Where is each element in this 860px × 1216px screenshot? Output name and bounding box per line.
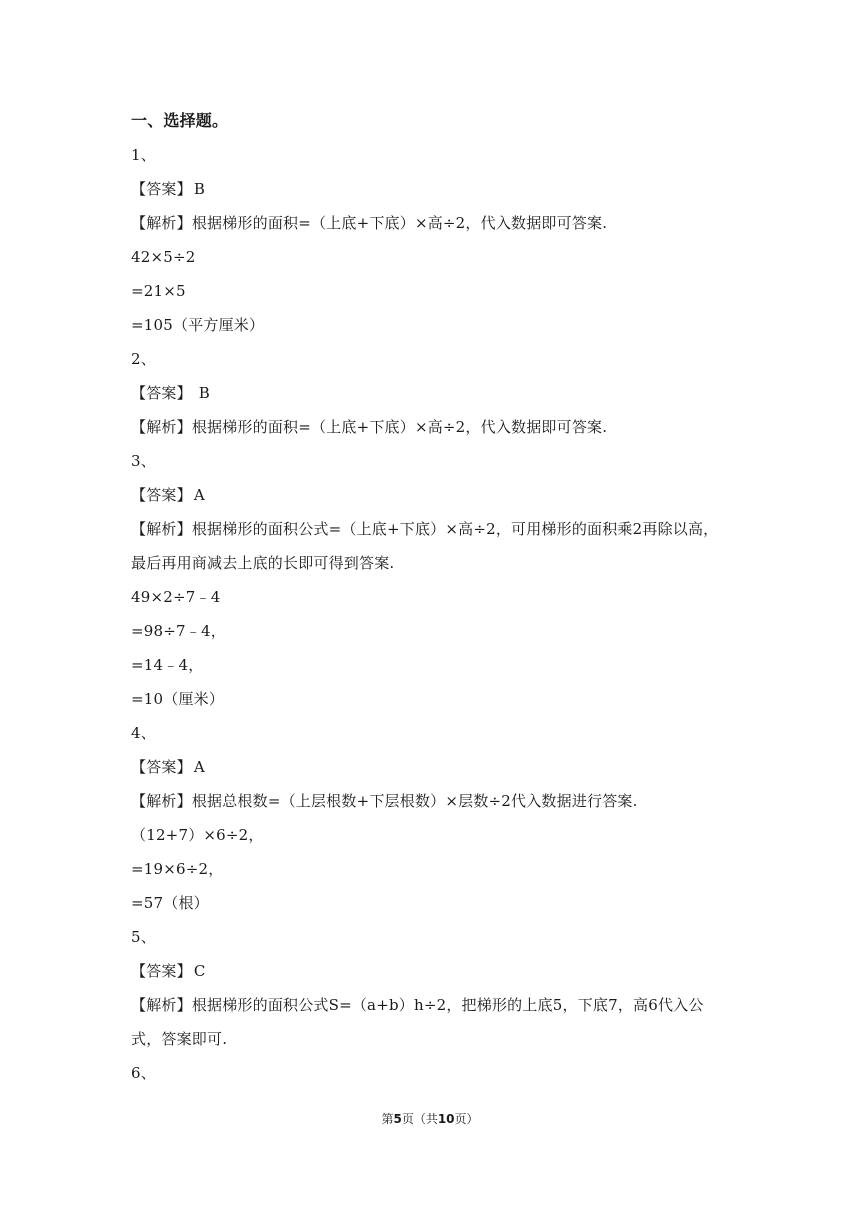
footer-prefix: 第	[381, 1112, 394, 1126]
calc-step: 49×2÷7﹣4	[131, 588, 221, 606]
answer-value: A	[193, 486, 205, 504]
analysis-text: 根据梯形的面积公式=（上底+下底）×高÷2，可用梯形的面积乘2再除以高，最后再用商减去上底的长即可得到答案.	[131, 520, 719, 572]
calc-step: =57（根）	[131, 894, 209, 912]
answer-line	[131, 484, 731, 506]
question-number: 2、	[131, 350, 156, 368]
analysis-label: 【解析】	[131, 214, 192, 232]
question-number: 4、	[131, 724, 156, 742]
answer-content	[131, 110, 731, 1096]
analysis-text: 根据总根数=（上层根数+下层根数）×层数÷2代入数据进行答案.	[191, 792, 638, 810]
footer-mid: 页（共	[401, 1112, 438, 1126]
analysis-line	[131, 790, 731, 812]
answer-line	[131, 178, 731, 200]
question-number: 6、	[131, 1064, 156, 1082]
calc-step: 42×5÷2	[131, 248, 196, 266]
answer-value: B	[193, 384, 211, 402]
analysis-label: 【解析】	[131, 418, 192, 436]
answer-line	[131, 756, 731, 778]
answer-value: A	[193, 758, 205, 776]
calc-step: =19×6÷2，	[131, 860, 224, 878]
calc-step: =105（平方厘米）	[131, 316, 265, 334]
analysis-text: 根据梯形的面积=（上底+下底）×高÷2，代入数据即可答案.	[191, 214, 608, 232]
answer-value: B	[193, 180, 206, 198]
calc-step: =21×5	[131, 282, 186, 300]
analysis-text: 根据梯形的面积=（上底+下底）×高÷2，代入数据即可答案.	[191, 418, 608, 436]
answer-label: 【答案】	[131, 758, 192, 776]
question-number: 1、	[131, 146, 156, 164]
analysis-label: 【解析】	[131, 520, 192, 538]
analysis-line	[131, 512, 731, 580]
footer-total-pages: 10	[437, 1112, 455, 1126]
question-number: 3、	[131, 452, 156, 470]
answer-label: 【答案】	[131, 486, 192, 504]
page-footer	[0, 1110, 860, 1127]
footer-suffix: 页）	[454, 1112, 479, 1126]
calc-step: =14﹣4，	[131, 656, 204, 674]
answer-label: 【答案】	[131, 180, 192, 198]
answer-line	[131, 382, 731, 404]
calc-step: =10（厘米）	[131, 690, 225, 708]
footer-page-number: 5	[393, 1112, 402, 1126]
question-number: 5、	[131, 928, 156, 946]
answer-label: 【答案】	[131, 962, 192, 980]
analysis-line	[131, 212, 731, 234]
analysis-label: 【解析】	[131, 792, 192, 810]
section-title: 一、选择题。	[131, 111, 229, 130]
answer-label: 【答案】	[131, 384, 192, 402]
analysis-line	[131, 416, 731, 438]
answer-line	[131, 960, 731, 982]
answer-value: C	[193, 962, 206, 980]
analysis-line	[131, 988, 731, 1056]
calc-step: （12+7）×6÷2，	[131, 826, 264, 844]
analysis-text: 根据梯形的面积公式S=（a+b）h÷2，把梯形的上底5，下底7，高6代入公式，答案即可.	[131, 996, 704, 1048]
calc-step: =98÷7﹣4，	[131, 622, 226, 640]
analysis-label: 【解析】	[131, 996, 192, 1014]
